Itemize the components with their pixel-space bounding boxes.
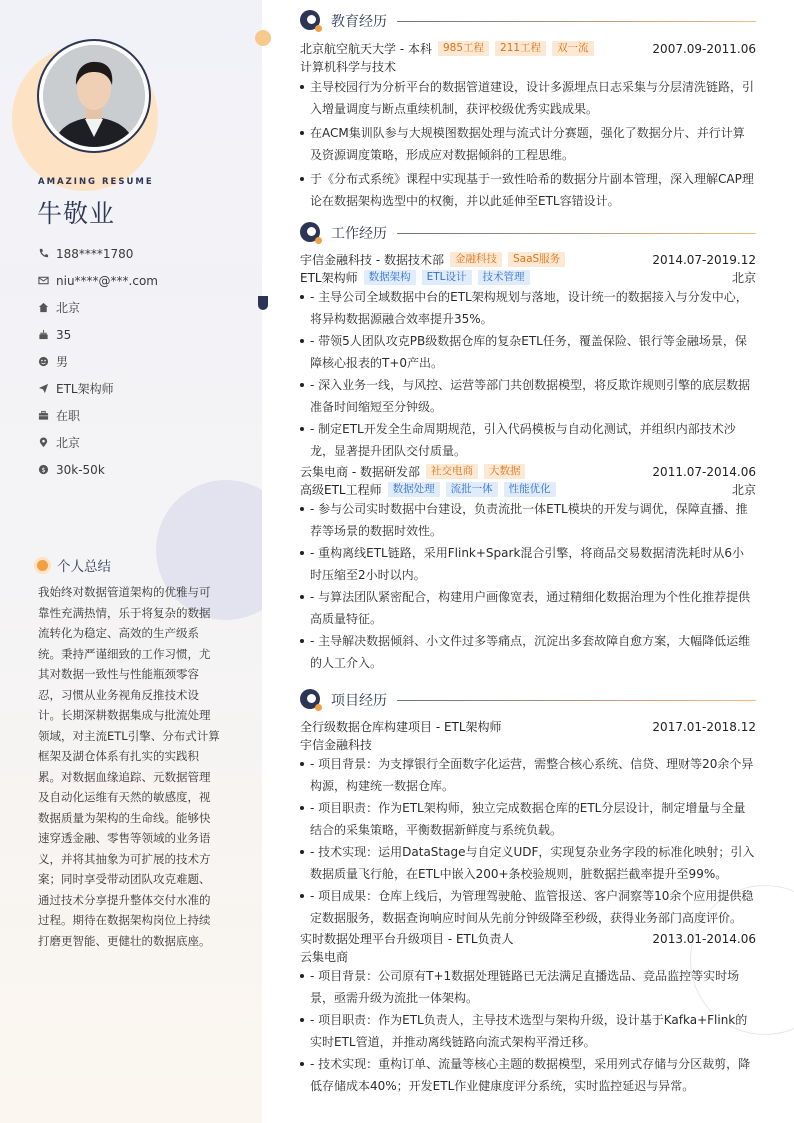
section-divider [397,700,756,701]
project-title-row [300,930,756,947]
contact-value: 北京 [56,301,81,315]
salary-icon [38,464,56,475]
project-bullets [300,965,756,1097]
list-item: - 带领5人团队攻克PB级数据仓库的复杂ETL任务，覆盖保险、银行等金融场景，保障核心报表的T+0产出。 [300,330,756,374]
list-item: 于《分布式系统》课程中实现基于一致性哈希的数据分片副本管理，深入理解CAP理论在数据架构选型中的权衡，并以此延伸至ETL容错设计。 [300,168,756,212]
location-icon [38,437,56,448]
contact-value: niu****@***.com [56,273,158,288]
list-item: - 与算法团队紧密配合，构建用户画像宽表，通过精细化数据治理为个性化推荐提供高质量特征。 [300,586,756,630]
project-org: 宇信金融科技 [300,738,373,752]
contact-value: 30k-50k [56,462,105,477]
project-period: 2017.01-2018.12 [652,719,756,734]
company-tag: 大数据 [484,464,526,479]
decorative-dot [255,30,271,46]
school-tag: 双一流 [552,41,594,56]
education-major-row [300,58,756,75]
list-item: - 重构离线ETL链路，采用Flink+Spark混合引擎，将商品交易数据清洗耗时从6小时压缩至2小时以内。 [300,542,756,586]
education-bullets [300,76,756,212]
job-role-row [300,481,756,498]
list-item: 在ACM集训队参与大规模图数据处理与流式计分赛题，强化了数据分片、并行计算及资源调度策略，形成应对数据倾斜的工程思维。 [300,122,756,166]
contact-email [38,267,253,294]
job-city: 北京 [731,483,756,497]
contact-value: ETL架构师 [56,382,114,396]
contact-list [38,240,253,483]
school-tag: 985工程 [438,41,489,56]
contact-city [38,429,253,456]
company-tag: 金融科技 [450,252,502,267]
project-org: 云集电商 [300,950,349,964]
company-name: 宇信金融科技 - 数据技术部 [300,253,444,267]
candidate-name: 牛敬业 [37,199,116,228]
contact-gender [38,348,253,375]
contact-address [38,294,253,321]
bullet-dot-icon [37,560,48,571]
role-tag: 技术管理 [478,270,530,285]
section-title: 工作经历 [331,226,387,242]
project-org-row [300,948,756,965]
project-period: 2013.01-2014.06 [652,931,756,946]
section-title: 教育经历 [331,14,387,30]
project-name: 实时数据处理平台升级项目 - ETL负责人 [300,932,514,946]
education-school-row [300,40,756,57]
cake-icon [38,329,56,340]
role-tag: 数据架构 [364,270,416,285]
list-item: - 项目职责：作为ETL负责人，主导技术选型与架构升级，设计基于Kafka+Flink的实时ETL管道，并推动离线链路向流式架构平滑迁移。 [300,1009,756,1053]
company-tag: 社交电商 [426,464,478,479]
role-tag: 数据处理 [388,482,440,497]
education-period: 2007.09-2011.06 [652,41,756,56]
job-city: 北京 [731,271,756,285]
role-tag: 性能优化 [504,482,556,497]
job-bullets [300,498,756,674]
summary-title: 个人总结 [57,559,111,575]
contact-value: 北京 [56,436,81,450]
sidebar [0,0,262,1123]
job-role: ETL架构师 [300,271,358,285]
list-item: - 主导解决数据倾斜、小文件过多等痛点，沉淀出多套故障自愈方案，大幅降低运维的人工介入。 [300,630,756,674]
section-divider [397,233,756,234]
contact-value: 在职 [56,409,81,423]
section-work-header [300,222,756,244]
company-tag: SaaS服务 [508,252,565,267]
list-item: - 项目成果：仓库上线后，为管理驾驶舱、监管报送、客户洞察等10余个应用提供稳定数据服务，数据查询响应时间从先前分钟级降至秒级，获得业务部门高度评价。 [300,885,756,929]
list-item: - 项目职责：作为ETL架构师，独立完成数据仓库的ETL分层设计，制定增量与全量结合的采集策略，平衡数据新鲜度与系统负载。 [300,797,756,841]
role-tag: 流批一体 [446,482,498,497]
avatar [43,45,145,147]
project-bullets [300,753,756,929]
section-title: 项目经历 [331,693,387,709]
section-education-header [300,10,756,32]
section-icon [300,222,322,244]
home-icon [38,302,56,313]
list-item: - 制定ETL开发全生命周期规范，引入代码模板与自动化测试，并组织内部技术沙龙，显著提升团队交付质量。 [300,418,756,462]
list-item: - 项目背景：公司原有T+1数据处理链路已无法满足直播选品、竞品监控等实时场景，亟需升级为流批一体架构。 [300,965,756,1009]
job-company-row [300,463,756,480]
avatar-portrait [43,45,145,147]
summary-heading [37,555,111,575]
section-divider [397,21,756,22]
job-role: 高级ETL工程师 [300,483,382,497]
contact-value: 188****1780 [56,246,134,261]
list-item: - 技术实现：重构订单、流量等核心主题的数据模型，采用列式存储与分区裁剪，降低存储成本40%；开发ETL作业健康度评分系统，实时监控延迟与异常。 [300,1053,756,1097]
section-projects-header [300,689,756,711]
contact-position [38,375,253,402]
phone-icon [38,248,56,259]
briefcase-icon [38,410,56,421]
job-role-row [300,269,756,286]
mail-icon [38,275,56,286]
contact-value: 35 [56,327,72,342]
list-item: - 参与公司实时数据中台建设，负责流批一体ETL模块的开发与调优，保障直播、推荐等场景的数据时效性。 [300,498,756,542]
list-item: - 技术实现：运用DataStage与自定义UDF，实现复杂业务字段的标准化映射；引入数据质量飞行舱，在ETL中嵌入200+条校验规则，脏数据拦截率提升至99%。 [300,841,756,885]
job-period: 2014.07-2019.12 [652,252,756,267]
major: 计算机科学与技术 [300,60,397,74]
list-item: - 项目背景：为支撑银行全面数字化运营，需整合核心系统、信贷、理财等20余个异构源，构建统一数据仓库。 [300,753,756,797]
list-item: - 深入业务一线，与风控、运营等部门共创数据模型，将反欺诈规则引擎的底层数据准备时间缩短至分钟级。 [300,374,756,418]
contact-phone [38,240,253,267]
contact-status [38,402,253,429]
job-company-row [300,251,756,268]
section-icon [300,689,322,711]
project-name: 全行级数据仓库构建项目 - ETL架构师 [300,720,502,734]
contact-value: 男 [56,355,69,369]
section-icon [300,10,322,32]
school-name: 北京航空航天大学 - 本科 [300,42,432,56]
project-org-row [300,736,756,753]
send-icon [38,383,56,394]
summary-text: 我始终对数据管道架构的优雅与可靠性充满热情，乐于将复杂的数据流转化为稳定、高效的生产级系统。秉持严谨细致的工作习惯，尤其对数据一致性与性能瓶颈零容忍，习惯从业务视角反推技术设计。长期深耕数据集成与批流处理领域，对主流ETL引擎、分布式计算框架及湖仓体系有扎实的实践积累。对数据血缘追踪、元数据管理及自动化运维有天然的敏感度，视数据质量为架构的生命线。能够快速穿透金融、零售等领域的业务语义，并将其抽象为可扩展的技术方案；同时享受带动团队攻克难题、通过技术分享提升整体交付水准的过程。期待在数据架构岗位上持续打磨更智能、更健壮的数据底座。 [38,585,220,948]
decorative-dot [258,296,268,310]
project-title-row [300,718,756,735]
job-period: 2011.07-2014.06 [652,464,756,479]
list-item: 主导校园行为分析平台的数据管道建设，设计多源埋点日志采集与分层清洗链路，引入增量调度与断点重续机制，获评校级优秀实践成果。 [300,76,756,120]
brand-label: AMAZING RESUME [38,177,154,187]
school-tag: 211工程 [495,41,546,56]
job-bullets [300,286,756,462]
role-tag: ETL设计 [422,270,472,285]
contact-age [38,321,253,348]
list-item: - 主导公司全域数据中台的ETL架构规划与落地，设计统一的数据接入与分发中心，将异构数据源融合效率提升35%。 [300,286,756,330]
company-name: 云集电商 - 数据研发部 [300,465,420,479]
svg-text:$: $ [41,465,46,474]
contact-salary [38,456,253,483]
gender-icon [38,356,56,367]
